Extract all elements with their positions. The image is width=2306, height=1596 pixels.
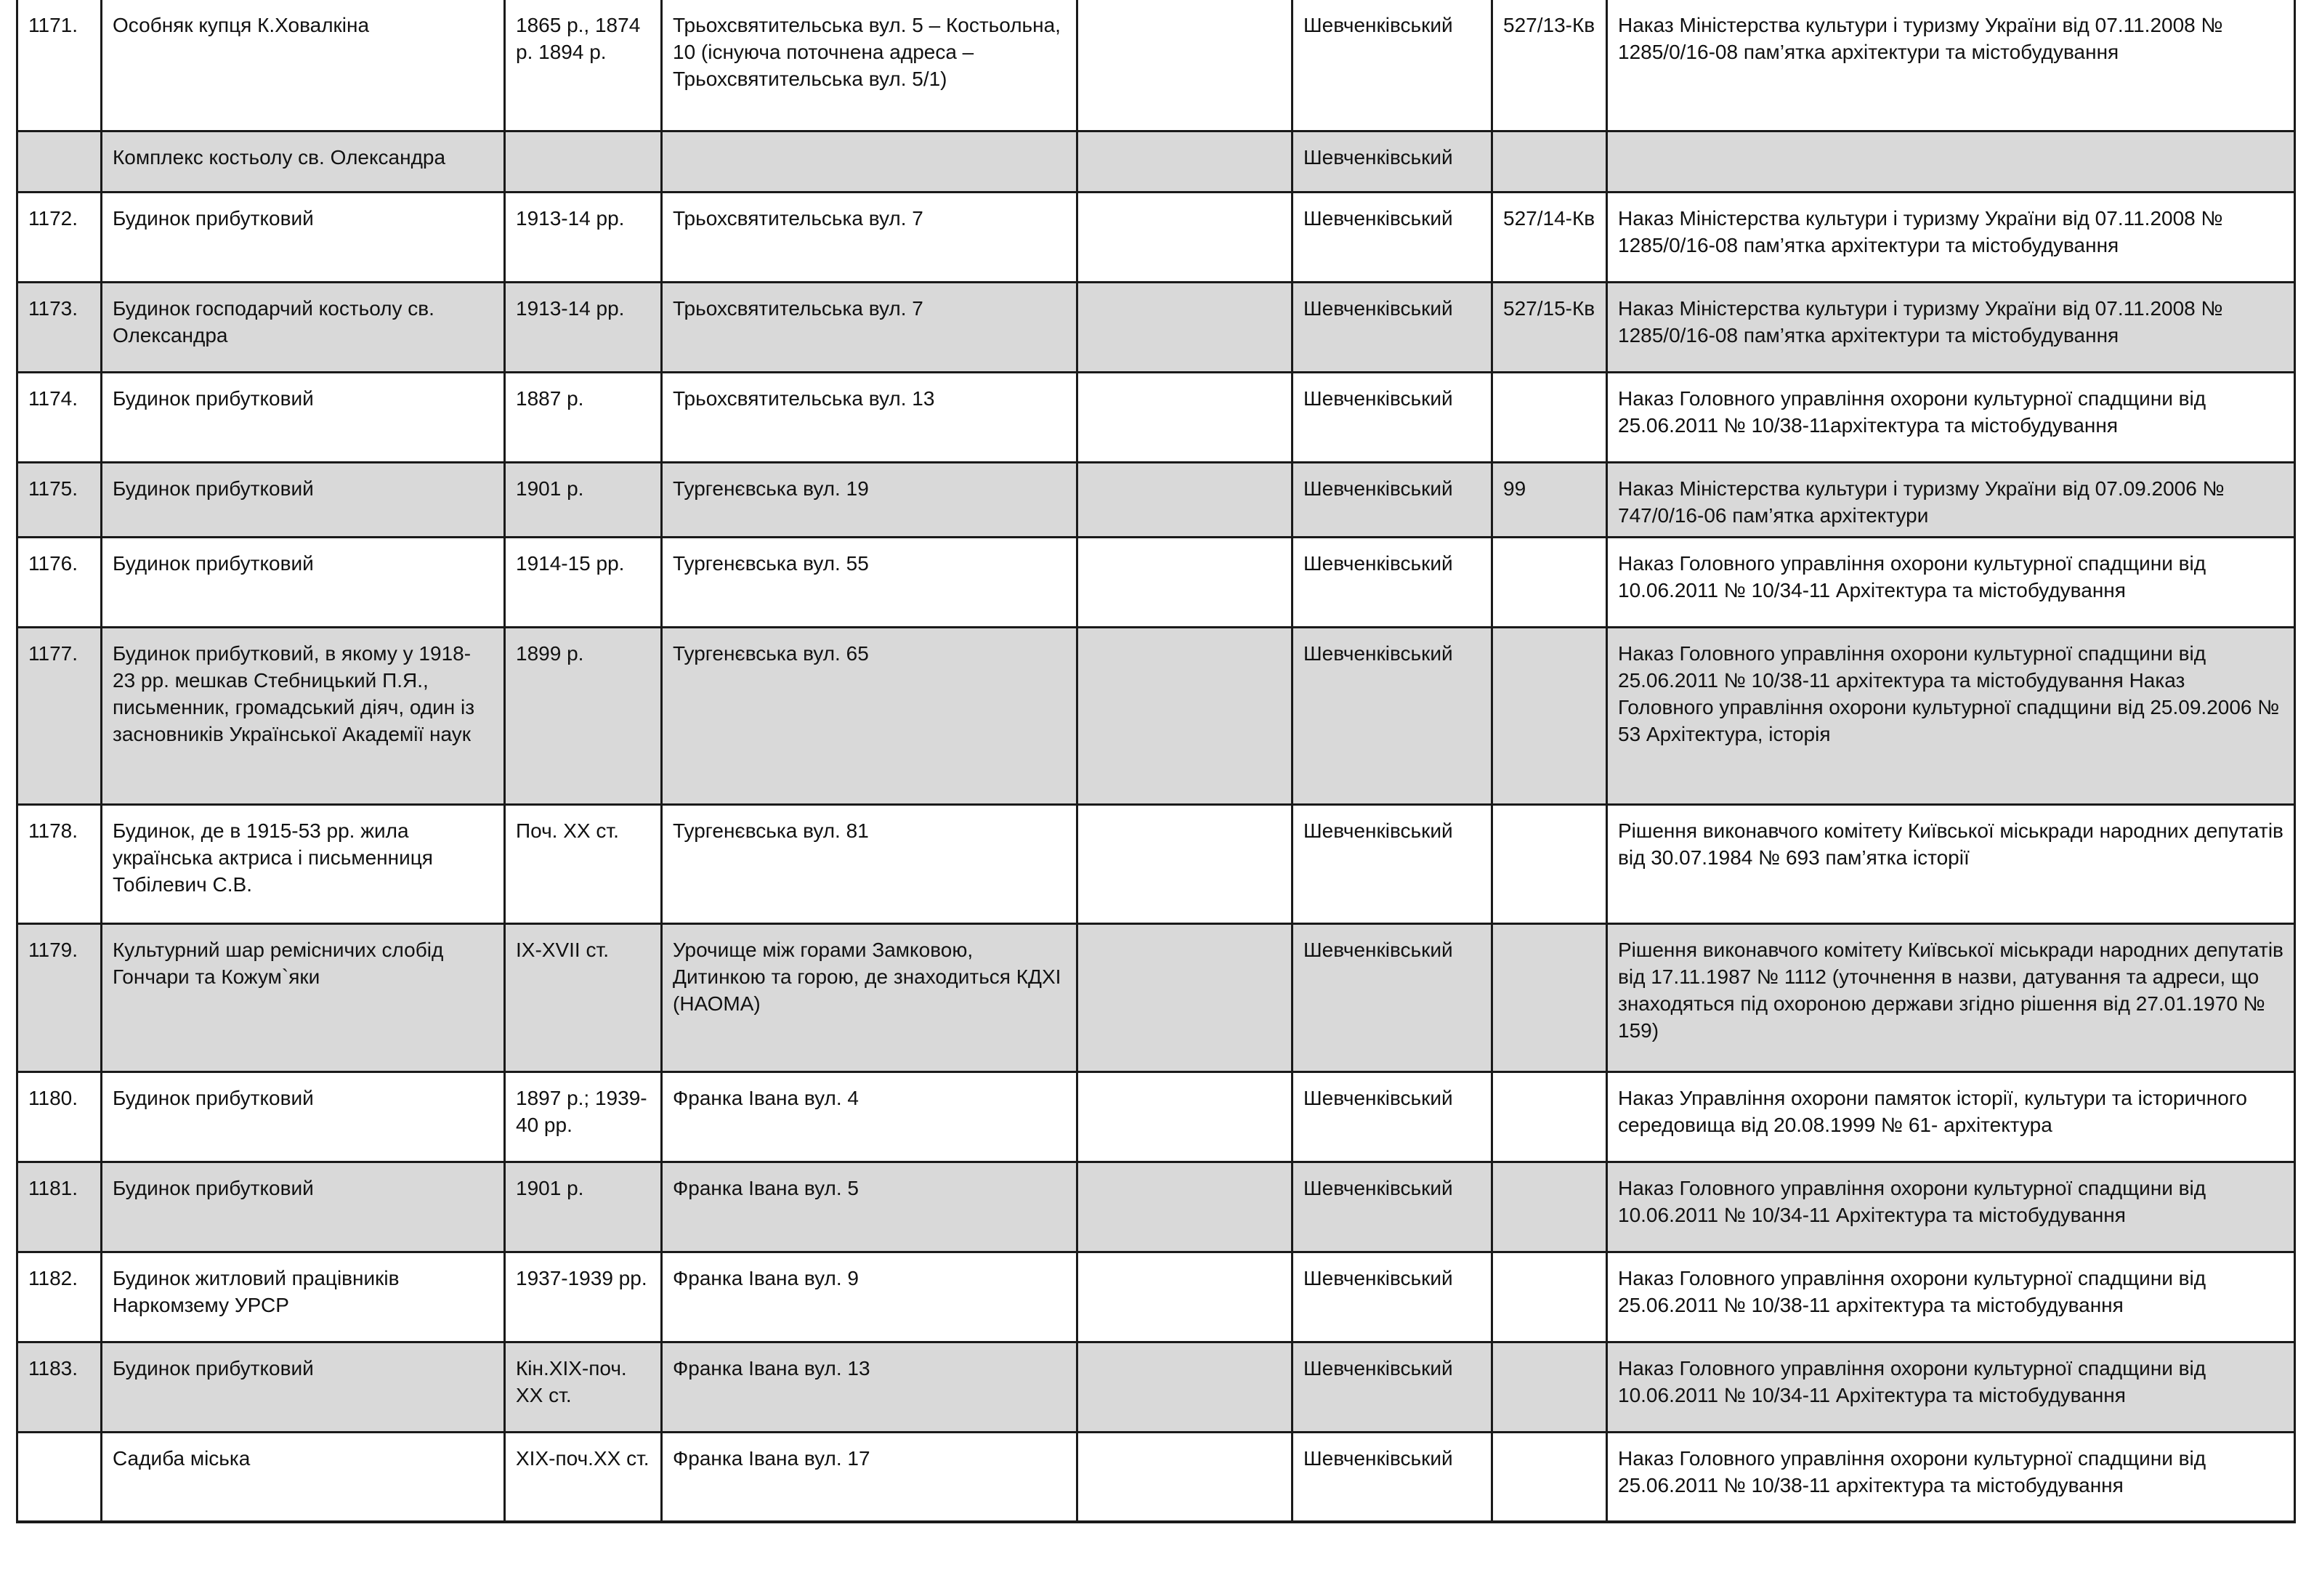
protection-number — [1492, 372, 1607, 462]
empty-cell — [1077, 282, 1292, 372]
object-name: Будинок житловий працівників Наркомзему УРСР — [102, 1252, 505, 1342]
object-district: Шевченківський — [1292, 462, 1492, 537]
row-number — [17, 1432, 102, 1522]
protection-number — [1492, 1342, 1607, 1432]
object-district: Шевченківський — [1292, 1342, 1492, 1432]
object-district: Шевченківський — [1292, 627, 1492, 804]
object-name: Комплекс костьолу св. Олександра — [102, 131, 505, 192]
protection-number — [1492, 537, 1607, 627]
object-address: Тургенєвська вул. 19 — [662, 462, 1077, 537]
table-row — [17, 372, 2295, 462]
object-name: Садиба міська — [102, 1432, 505, 1522]
object-date: IX-XVII ст. — [505, 923, 662, 1072]
object-district: Шевченківський — [1292, 282, 1492, 372]
empty-cell — [1077, 1432, 1292, 1522]
protection-number — [1492, 923, 1607, 1072]
object-address: Франка Івана вул. 17 — [662, 1432, 1077, 1522]
object-date — [505, 131, 662, 192]
table-row — [17, 923, 2295, 1072]
row-number: 1180. — [17, 1072, 102, 1162]
row-number: 1179. — [17, 923, 102, 1072]
table-row — [17, 627, 2295, 804]
object-address — [662, 131, 1077, 192]
table-row — [17, 131, 2295, 192]
empty-cell — [1077, 462, 1292, 537]
row-number: 1178. — [17, 804, 102, 923]
row-number: 1172. — [17, 192, 102, 282]
protection-number: 527/14-Кв — [1492, 192, 1607, 282]
decision-document: Наказ Головного управління охорони культурної спадщини від 25.06.2011 № 10/38-11 архітектура та містобудування — [1607, 1252, 2295, 1342]
table-row — [17, 804, 2295, 923]
row-number — [17, 131, 102, 192]
table-row — [17, 0, 2295, 131]
object-address: Франка Івана вул. 4 — [662, 1072, 1077, 1162]
table-row — [17, 1432, 2295, 1522]
row-number: 1175. — [17, 462, 102, 537]
decision-document: Наказ Головного управління охорони культурної спадщини від 25.06.2011 № 10/38-11 архітектура та містобудування — [1607, 1432, 2295, 1522]
object-name: Будинок прибутковий — [102, 1072, 505, 1162]
table-row — [17, 1162, 2295, 1252]
protection-number — [1492, 1252, 1607, 1342]
object-name: Будинок, де в 1915-53 рр. жила українська актриса і письменниця Тобілевич С.В. — [102, 804, 505, 923]
object-date: 1913-14 рр. — [505, 282, 662, 372]
decision-document: Наказ Головного управління охорони культурної спадщини від 10.06.2011 № 10/34-11 Архітектура та містобудування — [1607, 537, 2295, 627]
table-row — [17, 1342, 2295, 1432]
decision-document: Наказ Міністерства культури і туризму України від 07.11.2008 № 1285/0/16-08 пам’ятка архітектури та містобудування — [1607, 192, 2295, 282]
decision-document: Наказ Міністерства культури і туризму України від 07.09.2006 № 747/0/16-06 пам’ятка архітектури — [1607, 462, 2295, 537]
object-address: Трьохсвятительська вул. 5 – Костьольна, 10 (існуюча поточнена адреса – Трьохсвятительська вул. 5/1) — [662, 0, 1077, 131]
object-name: Будинок прибутковий, в якому у 1918-23 рр. мешкав Стебницький П.Я., письменник, громадський діяч, один із засновників Української Академії наук — [102, 627, 505, 804]
decision-document: Рішення виконавчого комітету Київської міськради народних депутатів від 30.07.1984 № 693 пам’ятка історії — [1607, 804, 2295, 923]
decision-document: Наказ Головного управління охорони культурної спадщини від 25.06.2011 № 10/38-11архітектура та містобудування — [1607, 372, 2295, 462]
row-number: 1174. — [17, 372, 102, 462]
object-district: Шевченківський — [1292, 0, 1492, 131]
protection-number — [1492, 1072, 1607, 1162]
empty-cell — [1077, 1072, 1292, 1162]
protection-number — [1492, 627, 1607, 804]
table-row — [17, 192, 2295, 282]
object-address: Тургенєвська вул. 55 — [662, 537, 1077, 627]
object-name: Будинок прибутковий — [102, 537, 505, 627]
protection-number — [1492, 1162, 1607, 1252]
object-district: Шевченківський — [1292, 131, 1492, 192]
object-address: Тургенєвська вул. 65 — [662, 627, 1077, 804]
object-name: Будинок прибутковий — [102, 462, 505, 537]
row-number: 1181. — [17, 1162, 102, 1252]
protection-number — [1492, 804, 1607, 923]
protection-number: 527/13-Кв — [1492, 0, 1607, 131]
object-district: Шевченківський — [1292, 192, 1492, 282]
object-district: Шевченківський — [1292, 923, 1492, 1072]
row-number: 1171. — [17, 0, 102, 131]
object-district: Шевченківський — [1292, 1072, 1492, 1162]
object-district: Шевченківський — [1292, 1162, 1492, 1252]
object-name: Будинок прибутковий — [102, 192, 505, 282]
object-date: Поч. ХХ ст. — [505, 804, 662, 923]
object-date: 1887 р. — [505, 372, 662, 462]
empty-cell — [1077, 1162, 1292, 1252]
table-row — [17, 462, 2295, 537]
object-date: 1914-15 рр. — [505, 537, 662, 627]
empty-cell — [1077, 804, 1292, 923]
decision-document — [1607, 131, 2295, 192]
object-address: Франка Івана вул. 9 — [662, 1252, 1077, 1342]
empty-cell — [1077, 372, 1292, 462]
row-number: 1177. — [17, 627, 102, 804]
decision-document: Наказ Міністерства культури і туризму України від 07.11.2008 № 1285/0/16-08 пам’ятка архітектури та містобудування — [1607, 282, 2295, 372]
decision-document: Рішення виконавчого комітету Київської міськради народних депутатів від 17.11.1987 № 1112 (уточнення в назви, датування та адреси, що знаходяться під охороною держави згідно рішення від 27.01.1970 № 159) — [1607, 923, 2295, 1072]
decision-document: Наказ Міністерства культури і туризму України від 07.11.2008 № 1285/0/16-08 пам’ятка архітектури та містобудування — [1607, 0, 2295, 131]
table-body — [17, 0, 2295, 1522]
object-district: Шевченківський — [1292, 804, 1492, 923]
object-name: Будинок прибутковий — [102, 1342, 505, 1432]
empty-cell — [1077, 131, 1292, 192]
object-address: Франка Івана вул. 5 — [662, 1162, 1077, 1252]
object-date: 1901 р. — [505, 1162, 662, 1252]
object-address: Трьохсвятительська вул. 7 — [662, 282, 1077, 372]
object-address: Трьохсвятительська вул. 7 — [662, 192, 1077, 282]
monument-register-table — [16, 0, 2296, 1523]
object-name: Будинок господарчий костьолу св. Олександра — [102, 282, 505, 372]
object-date: 1865 р., 1874 р. 1894 р. — [505, 0, 662, 131]
object-name: Особняк купця К.Ховалкіна — [102, 0, 505, 131]
empty-cell — [1077, 0, 1292, 131]
empty-cell — [1077, 1252, 1292, 1342]
object-date: 1899 р. — [505, 627, 662, 804]
empty-cell — [1077, 627, 1292, 804]
object-address: Урочище між горами Замковою, Дитинкою та горою, де знаходиться КДХІ (НАОМА) — [662, 923, 1077, 1072]
object-date: 1897 р.; 1939-40 рр. — [505, 1072, 662, 1162]
row-number: 1173. — [17, 282, 102, 372]
object-address: Тургенєвська вул. 81 — [662, 804, 1077, 923]
object-district: Шевченківський — [1292, 1432, 1492, 1522]
decision-document: Наказ Головного управління охорони культурної спадщини від 25.06.2011 № 10/38-11 архітектура та містобудування Наказ Головного управління охорони культурної спадщини від 25.09.2006 № 53 Архітектура, історія — [1607, 627, 2295, 804]
row-number: 1176. — [17, 537, 102, 627]
object-district: Шевченківський — [1292, 537, 1492, 627]
row-number: 1182. — [17, 1252, 102, 1342]
object-date: 1913-14 рр. — [505, 192, 662, 282]
decision-document: Наказ Головного управління охорони культурної спадщини від 10.06.2011 № 10/34-11 Архітектура та містобудування — [1607, 1342, 2295, 1432]
empty-cell — [1077, 192, 1292, 282]
object-date: XIX-поч.XX ст. — [505, 1432, 662, 1522]
decision-document: Наказ Головного управління охорони культурної спадщини від 10.06.2011 № 10/34-11 Архітектура та містобудування — [1607, 1162, 2295, 1252]
decision-document: Наказ Управління охорони памяток історії, культури та історичного середовища від 20.08.1999 № 61- архітектура — [1607, 1072, 2295, 1162]
object-district: Шевченківський — [1292, 1252, 1492, 1342]
table-row — [17, 1252, 2295, 1342]
protection-number — [1492, 1432, 1607, 1522]
table-row — [17, 282, 2295, 372]
protection-number: 527/15-Кв — [1492, 282, 1607, 372]
object-name: Культурний шар ремісничих слобід Гончари та Кожум`яки — [102, 923, 505, 1072]
row-number: 1183. — [17, 1342, 102, 1432]
object-date: 1937-1939 рр. — [505, 1252, 662, 1342]
protection-number: 99 — [1492, 462, 1607, 537]
empty-cell — [1077, 537, 1292, 627]
object-date: 1901 р. — [505, 462, 662, 537]
table-row — [17, 537, 2295, 627]
protection-number — [1492, 131, 1607, 192]
object-name: Будинок прибутковий — [102, 372, 505, 462]
empty-cell — [1077, 1342, 1292, 1432]
object-date: Кін.XIX-поч. XX ст. — [505, 1342, 662, 1432]
object-address: Франка Івана вул. 13 — [662, 1342, 1077, 1432]
object-address: Трьохсвятительська вул. 13 — [662, 372, 1077, 462]
object-district: Шевченківський — [1292, 372, 1492, 462]
empty-cell — [1077, 923, 1292, 1072]
table-row — [17, 1072, 2295, 1162]
object-name: Будинок прибутковий — [102, 1162, 505, 1252]
